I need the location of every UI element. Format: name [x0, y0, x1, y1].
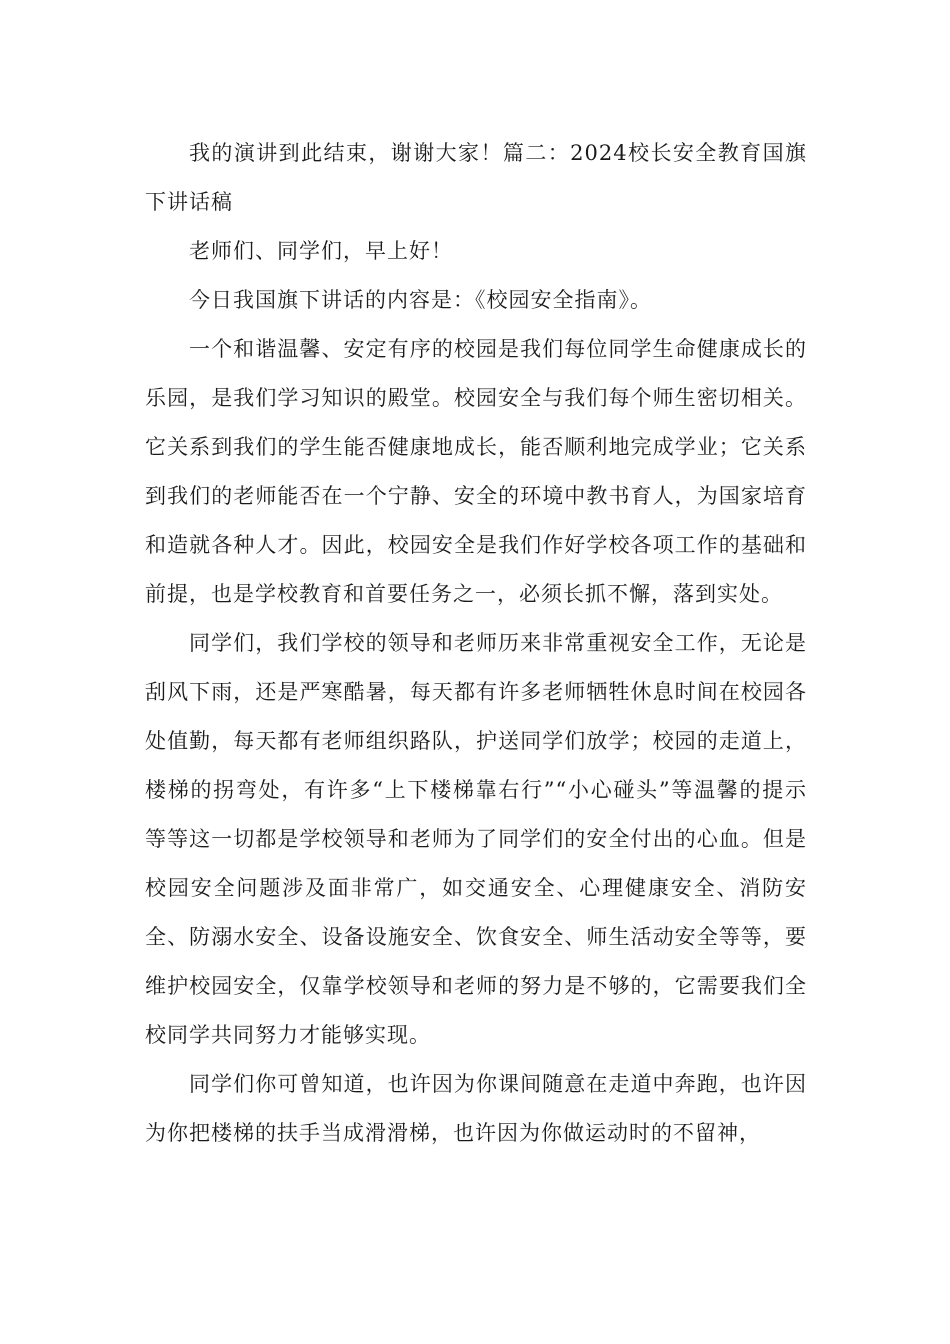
paragraph-warning: 同学们你可曾知道，也许因为你课间随意在走道中奔跑，也许因为你把楼梯的扶手当成滑滑梯，也许因为你做运动时的不留神，	[145, 1072, 807, 1145]
paragraph-topic: 今日我国旗下讲话的内容是：《校园安全指南》。	[189, 288, 652, 312]
paragraph-greeting: 老师们、同学们，早上好！	[189, 239, 453, 263]
paragraph-closing-and-title: 我的演讲到此结束，谢谢大家！篇二：2024校长安全教育国旗下讲话稿	[145, 141, 807, 214]
paragraph-school-effort: 同学们，我们学校的领导和老师历来非常重视安全工作，无论是刮风下雨，还是严寒酷暑，每天都有许多老师牺牲休息时间在校园各处值勤，每天都有老师组织路队，护送同学们放学；校园的走道上，楼梯的拐弯处，有许多“上下楼梯靠右行”“小心碰头”等温馨的提示等等这一切都是学校领导和老师为了同学们的安全付出的心血。但是校园安全问题涉及面非常广，如交通安全、心理健康安全、消防安全、防溺水安全、设备设施安全、饮食安全、师生活动安全等等，要维护校园安全，仅靠学校领导和老师的努力是不够的，它需要我们全校同学共同努力才能够实现。	[145, 631, 807, 1047]
document-body	[145, 129, 807, 1158]
paragraph-campus-harmony: 一个和谐温馨、安定有序的校园是我们每位同学生命健康成长的乐园，是我们学习知识的殿堂。校园安全与我们每个师生密切相关。它关系到我们的学生能否健康地成长，能否顺利地完成学业；它关系到我们的老师能否在一个宁静、安全的环境中教书育人，为国家培育和造就各种人才。因此，校园安全是我们作好学校各项工作的基础和前提，也是学校教育和首要任务之一，必须长抓不懈，落到实处。	[145, 337, 807, 606]
